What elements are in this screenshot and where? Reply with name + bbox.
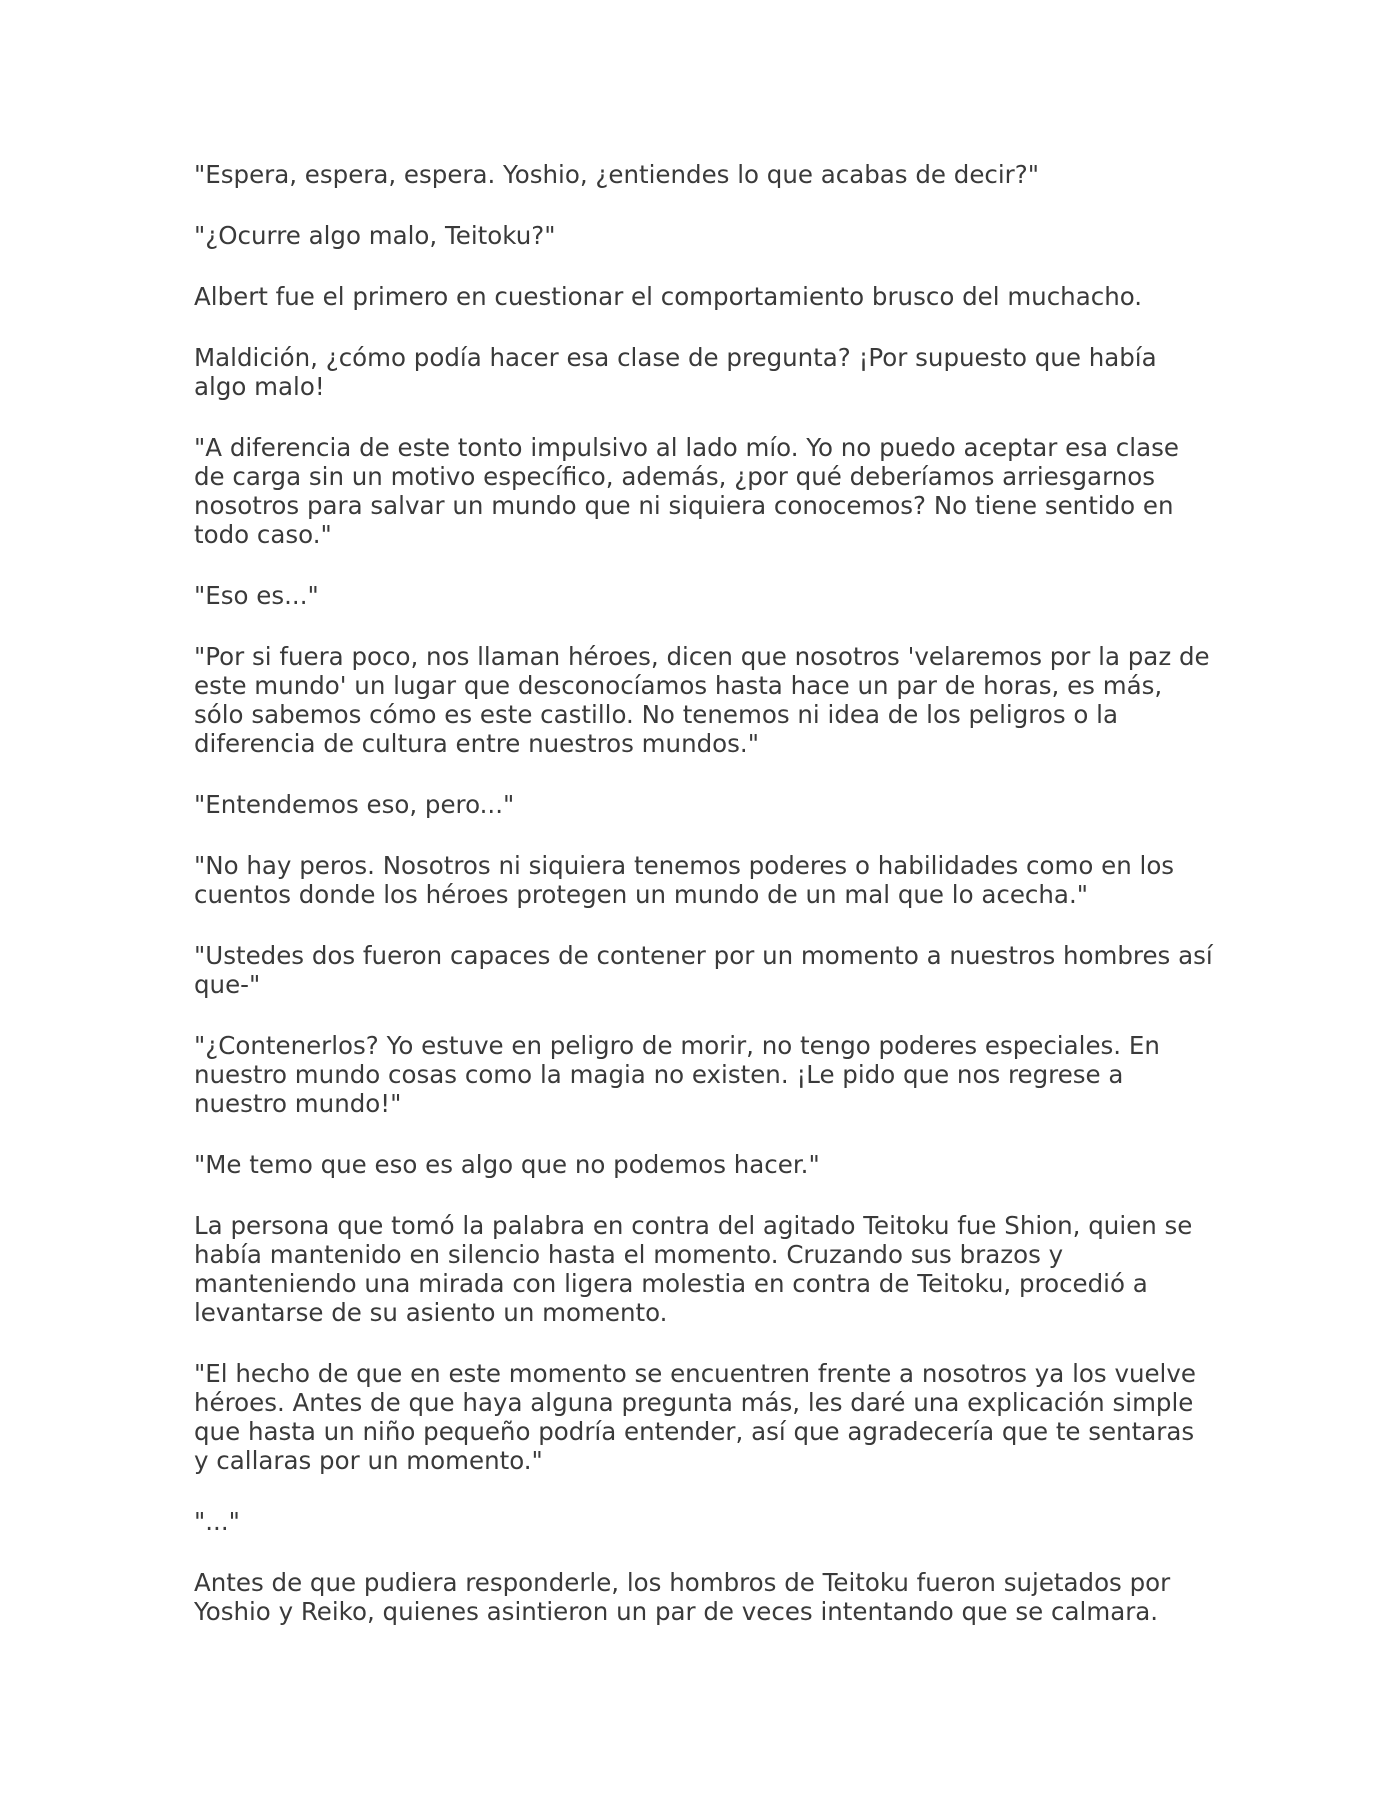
paragraph-13: La persona que tomó la palabra en contra del agitado Teitoku fue Shion, quien se había mantenido en silencio hasta el momento. Cruzando sus brazos y manteniendo una mirada con ligera molestia en contra de Teitoku, procedió a levantarse de su asiento un momento. <box>194 1211 1193 1327</box>
paragraph-12: "Me temo que eso es algo que no podemos hacer." <box>194 1150 820 1179</box>
paragraph-8: "Entendemos eso, pero..." <box>194 790 515 819</box>
paragraph-10: "Ustedes dos fueron capaces de contener por un momento a nuestros hombres así que-" <box>194 941 1213 999</box>
paragraph-9: "No hay peros. Nosotros ni siquiera tenemos poderes o habilidades como en los cuentos donde los héroes protegen un mundo de un mal que lo acecha." <box>194 851 1175 909</box>
paragraph-7: "Por si fuera poco, nos llaman héroes, dicen que nosotros 'velaremos por la paz de este mundo' un lugar que desconocíamos hasta hace un par de horas, es más, sólo sabemos cómo es este castillo. No tenemos ni idea de los peligros o la diferencia de cultura entre nuestros mundos." <box>194 642 1210 758</box>
document-page <box>194 160 1214 1658</box>
paragraph-4: Maldición, ¿cómo podía hacer esa clase de pregunta? ¡Por supuesto que había algo malo! <box>194 343 1157 401</box>
paragraph-3: Albert fue el primero en cuestionar el comportamiento brusco del muchacho. <box>194 282 1143 311</box>
paragraph-14: "El hecho de que en este momento se encuentren frente a nosotros ya los vuelve héroes. Antes de que haya alguna pregunta más, les daré una explicación simple que hasta un niño pequeño podría entender, así que agradecería que te sentaras y callaras por un momento." <box>194 1359 1196 1475</box>
paragraph-16: Antes de que pudiera responderle, los hombros de Teitoku fueron sujetados por Yoshio y Reiko, quienes asintieron un par de veces intentando que se calmara. <box>194 1568 1171 1626</box>
paragraph-15: "..." <box>194 1507 240 1536</box>
paragraph-2: "¿Ocurre algo malo, Teitoku?" <box>194 221 556 250</box>
paragraph-6: "Eso es..." <box>194 581 319 610</box>
paragraph-11: "¿Contenerlos? Yo estuve en peligro de morir, no tengo poderes especiales. En nuestro mundo cosas como la magia no existen. ¡Le pido que nos regrese a nuestro mundo!" <box>194 1031 1160 1118</box>
paragraph-5: "A diferencia de este tonto impulsivo al lado mío. Yo no puedo aceptar esa clase de carga sin un motivo específico, además, ¿por qué deberíamos arriesgarnos nosotros para salvar un mundo que ni siquiera conocemos? No tiene sentido en todo caso." <box>194 433 1179 549</box>
paragraph-1: "Espera, espera, espera. Yoshio, ¿entiendes lo que acabas de decir?" <box>194 160 1040 189</box>
